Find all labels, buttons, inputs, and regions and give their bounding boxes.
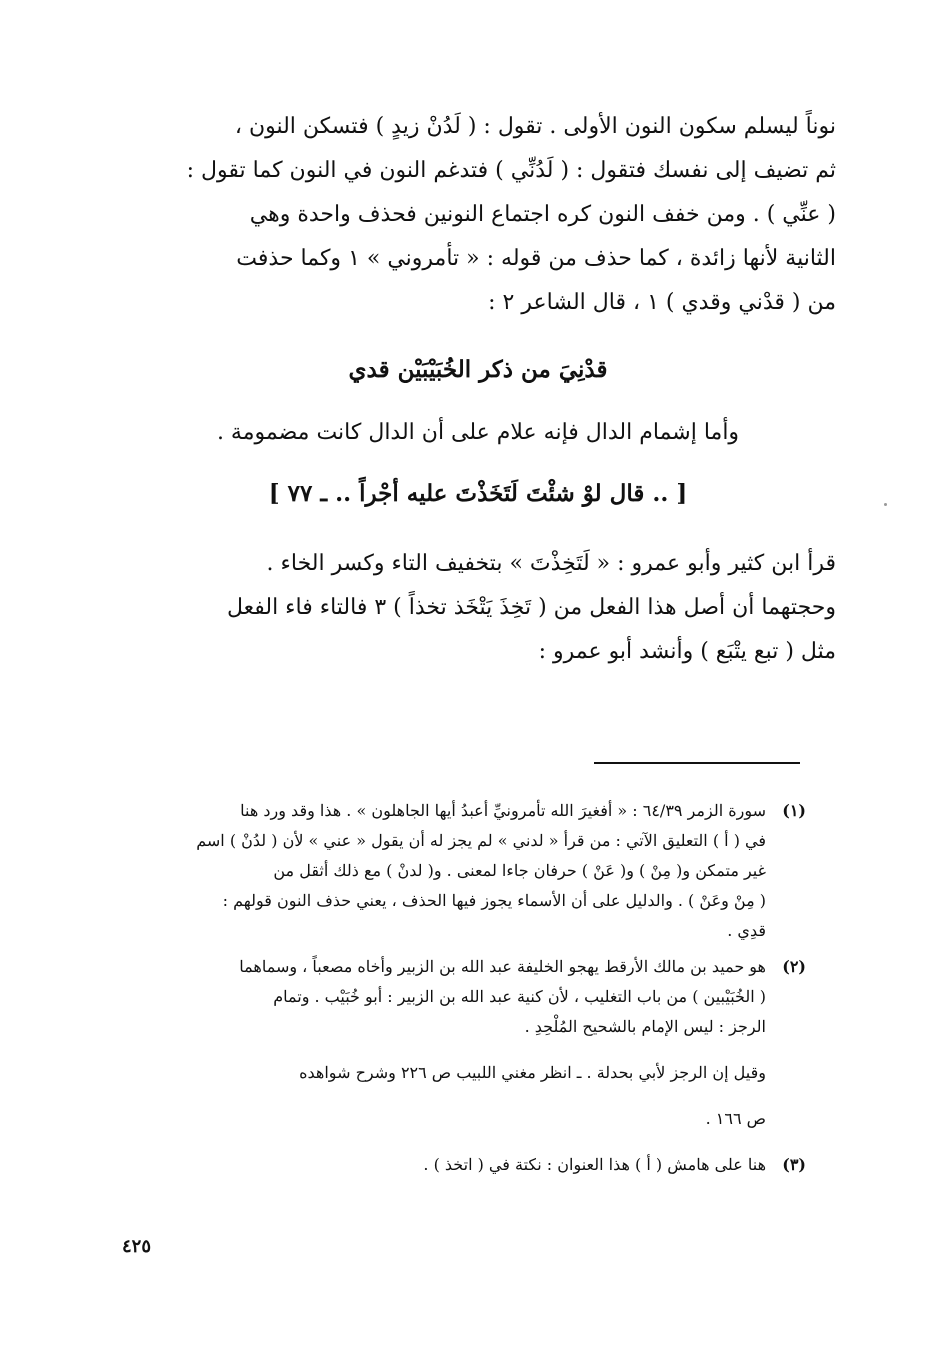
footnote-line: ( الخُبَيْبين ) من باب التغليب ، لأن كنية عبد الله بن الزبير : أبو خُبَيْب . وتمام [273, 987, 766, 1006]
footnote-line: وقيل إن الرجز لأبي بحدلة . ـ انظر مغني اللبيب ص ٢٢٦ وشرح شواهده [299, 1063, 766, 1082]
footnote-3 [128, 1150, 806, 1180]
footnote-2 [128, 952, 806, 1042]
text-line: قرأ ابن كثير وأبو عمرو : « لَتَخِذْتَ » بتخفيف التاء وكسر الخاء . [266, 551, 836, 576]
footnote-line: سورة الزمر ٦٤/٣٩ : « أفغيرَ الله تأمرونيِّ أعبدُ أيها الجاهلون » . هذا وقد ورد هنا [240, 801, 766, 820]
footnote-body [128, 1150, 766, 1180]
text-line: ثم تضيف إلى نفسك فتقول : ( لَدُنِّي ) فتدغم النون في النون كما تقول : [186, 158, 836, 183]
footnote-line: غير متمكن و( مِنْ ) و( عَنْ ) حرفان جاءا لمعنى . و( لدنْ ) مع ذلك أثقل من [273, 861, 766, 880]
footnote-line: الرجز : ليس الإمام بالشحيح المُلْحِدِ . [524, 1017, 766, 1036]
scan-speck [884, 503, 887, 506]
footnote-1 [128, 796, 806, 946]
footnote-line: ص ١٦٦ . [705, 1109, 766, 1128]
footnote-line: في ( أ ) التعليق الآتي : من قرأ « لدني » لم يجز له أن يقول « عني » لأن ( لدُنْ ) اسم [196, 831, 766, 850]
text-line: وحجتهما أن أصل هذا الفعل من ( تَخِذَ يَتْخَذ تخذاً ) ٣ فالتاء فاء الفعل [226, 595, 836, 620]
verse-heading: [ .. قال لوْ شئْتَ لَتَخَذْتَ عليه أجْراً .. ـ ٧٧ ] [268, 480, 688, 507]
footnote-line: هو حميد بن مالك الأرقط يهجو الخليفة عبد الله بن الزبير وأخاه مصعباً ، وسماهما [239, 957, 766, 976]
paragraph-line: وأما إشمام الدال فإنه علام على أن الدال كانت مضمومة . [216, 420, 740, 445]
footnote-2-continuation [128, 1058, 806, 1134]
text-line: الثانية لأنها زائدة ، كما حذف من قوله : « تأمروني » ١ وكما حذفت [236, 246, 836, 271]
footnote-body [128, 952, 766, 1042]
main-text-2 [120, 542, 836, 674]
footnote-line: ( مِنْ وعَنْ ) . والدليل على أن الأسماء يجوز فيها الحذف ، يعني حذف النون قولهم : [222, 891, 766, 910]
text-line: من ( قدْني وقدي ) ١ ، قال الشاعر ٢ : [488, 290, 836, 315]
footnote-separator [594, 762, 800, 764]
footnote-line: هنا على هامش ( أ ) هذا العنوان : نكتة في ( اتخذ ) . [423, 1155, 766, 1174]
text-line: نوناً ليسلم سكون النون الأولى . تقول : ( لَدُنْ زيدٍ ) فتسكن النون ، [234, 114, 836, 139]
footnote-line: قدِي . [727, 921, 766, 940]
footnote-number: (١) [782, 801, 806, 820]
text-line: ( عنِّي ) . ومن خفف النون كره اجتماع النونين فحذف واحدة وهي [249, 202, 836, 227]
footnotes [128, 796, 806, 1186]
text-line: مثل ( تبع يتْبَع ) وأنشد أبو عمرو : [538, 639, 836, 664]
page-number: ٤٢٥ [122, 1236, 152, 1257]
footnote-body [128, 796, 766, 946]
main-text [120, 105, 836, 325]
footnote-number: (٣) [782, 1155, 806, 1174]
footnote-number: (٢) [782, 957, 806, 976]
verse-line: قدْنِيَ من ذكر الخُبَيْبَيْن قدي [348, 356, 608, 383]
